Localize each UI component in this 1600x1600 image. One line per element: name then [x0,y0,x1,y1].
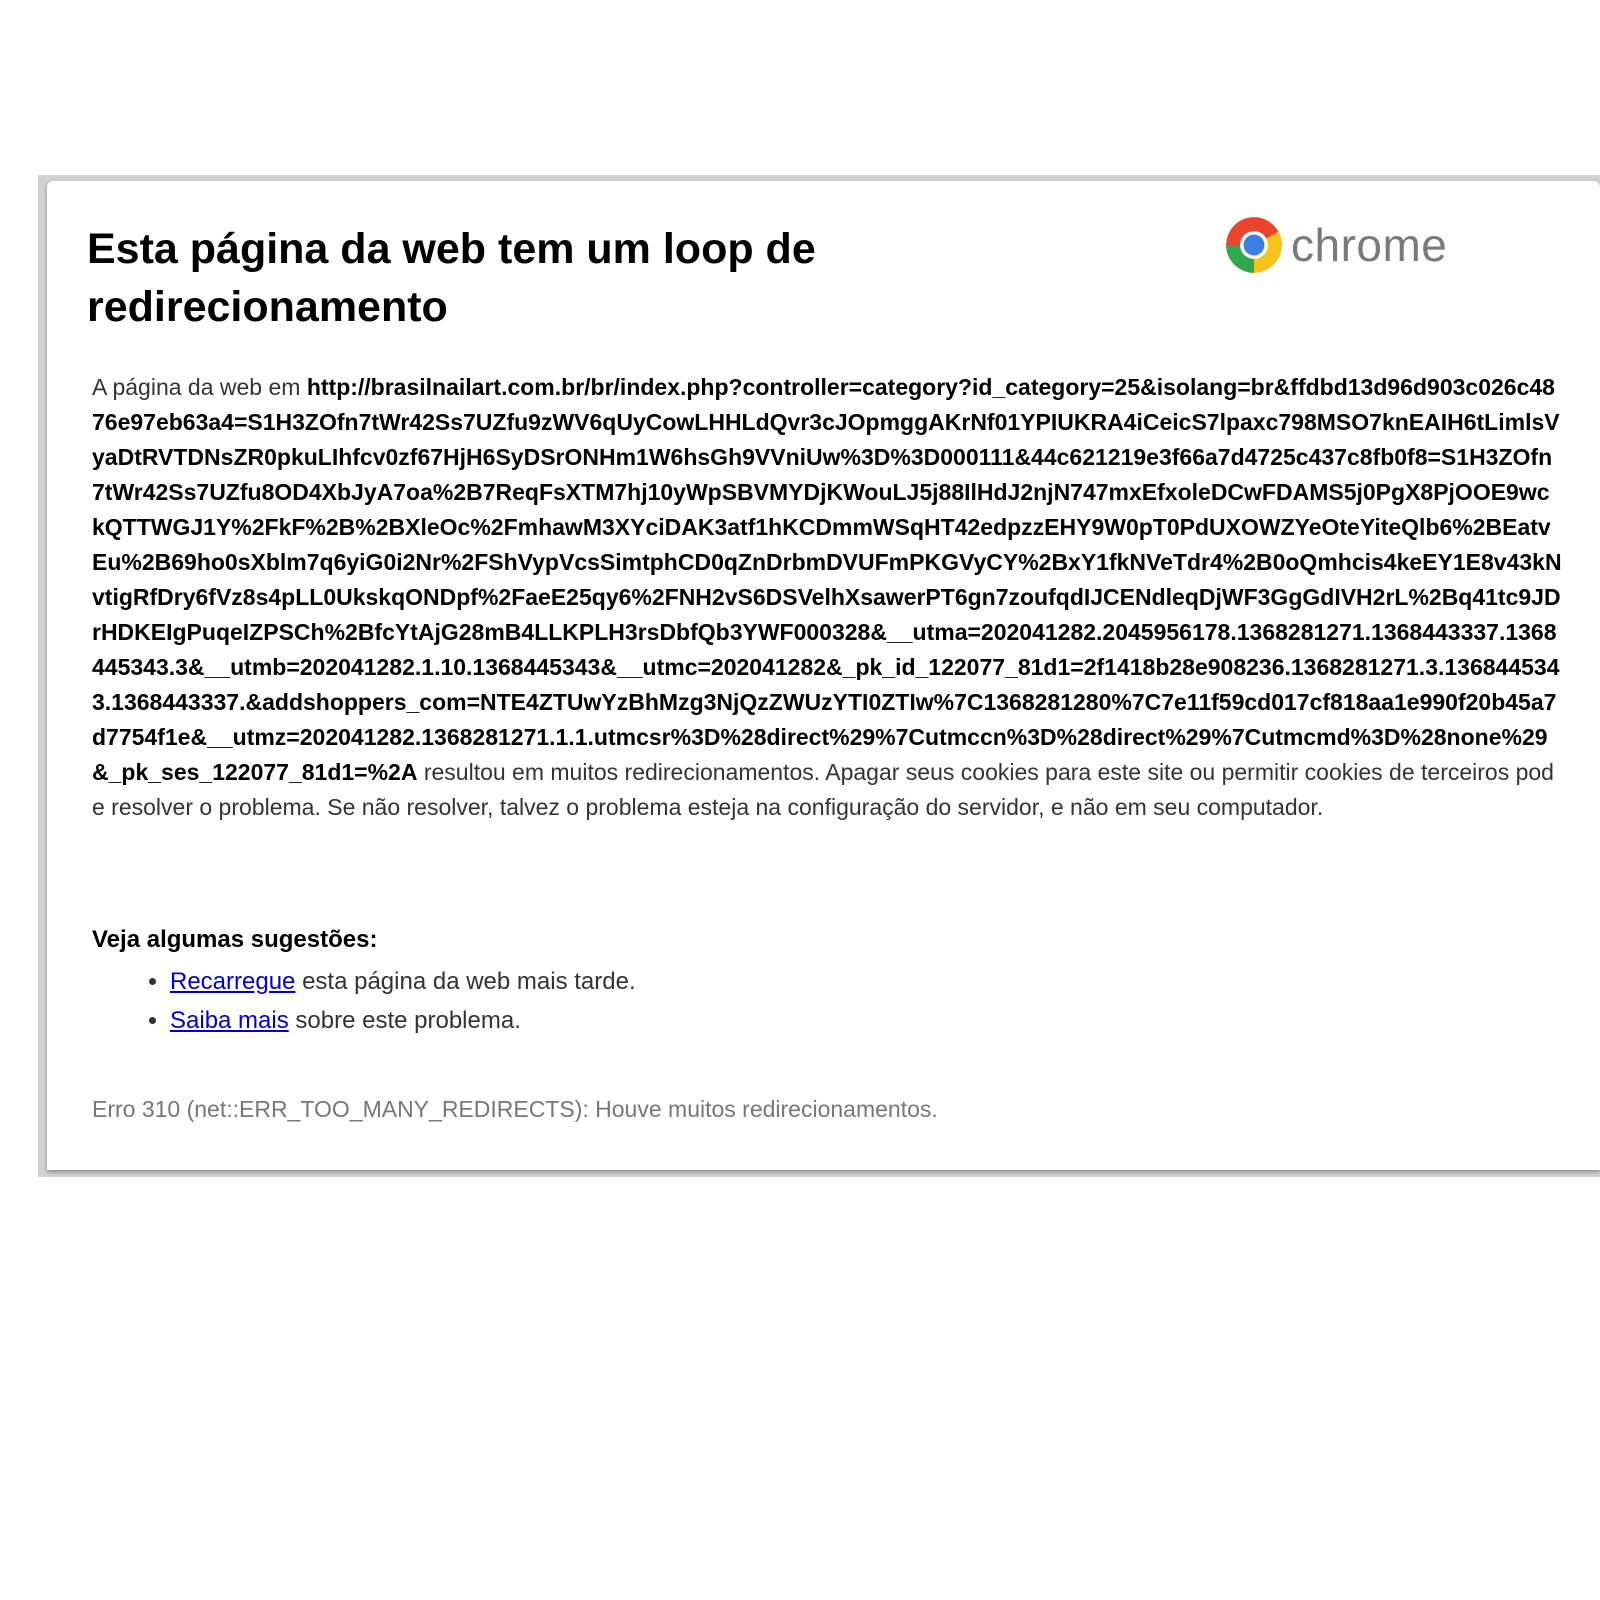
chrome-logo [1225,215,1447,275]
description-suffix: resultou em muitos redirecionamentos. Apagar seus cookies para este site ou permitir cookies de terceiros pode resolver o problema. Se não resolver, talvez o problema esteja na configuração do servidor, e não em seu computador. [92,759,1554,820]
suggestions-list [92,962,636,1040]
chrome-wordmark: chrome [1291,219,1448,271]
list-item [170,1001,636,1040]
suggestion-text: sobre este problema. [288,1007,521,1034]
suggestions-heading: Veja algumas sugestões: [92,926,378,953]
learn-more-link[interactable]: Saiba mais [170,1007,289,1034]
list-item [170,962,636,1001]
chrome-icon [1225,216,1283,274]
page-title: Esta página da web tem um loop de redirecionamento [87,225,816,331]
suggestion-text: esta página da web mais tarde. [295,968,636,995]
failing-url: http://brasilnailart.com.br/br/index.php?controller=category?id_category=25&isolang=br&ffdbd13d96d903c026c4876e97eb63a4=S1H3ZOfn7tWr42Ss7UZfu9zWV6qUyCowLHHLdQvr3cJOpmggAKrNf01YPIUKRA4iCeicS7lpaxc798MSO7knEAIH6tLimlsVyaDtRVTDNsZR0pkuLIhfcv0zf67HjH6SyDSrONHm1W6hsGh9VVniUw%3D%3D000111&44c621219e3f66a7d4725c437c8fb0f8=S1H3ZOfn7tWr42Ss7UZfu8OD4XbJyA7oa%2B7ReqFsXTM7hj10yWpSBVMYDjKWouLJ5j88IlHdJ2njN747mxEfxoleDCwFDAMS5j0PgX8PjOOE9wckQTTWGJ1Y%2FkF%2B%2BXleOc%2FmhawM3XYciDAK3atf1hKCDmmWSqHT42edpzzEHY9W0pT0PdUXOWZYeOteYiteQlb6%2BEatvEu%2B69ho0sXblm7q6yiG0i2Nr%2FShVypVcsSimtphCD0qZnDrbmDVUFmPKGVyCY%2BxY1fkNVeTdr4%2B0oQmhcis4keEY1E8v43kNvtigRfDry6fVz8s4pLL0UkskqONDpf%2FaeE25qy6%2FNH2vS6DSVelhXsawerPT6gn7zoufqdIJCENdleqDjWF3GgGdIVH2rL%2Bq41tc9JDrHDKEIgPuqeIZPSCh%2BfcYtAjG28mB4LLKPLH3rsDbfQb3YWF000328&__utma=202041282.2045956178.1368281271.1368443337.1368445343.3&__utmb=202041282.1.10.1368445343&__utmc=202041282&_pk_id_122077_81d1=2f1418b28e908236.1368281271.3.1368445343.1368443337.&addshoppers_com=NTE4ZTUwYzBhMzg3NjQzZWUzYTI0ZTIw%7C1368281280%7C7e11f59cd017cf818aa1e990f20b45a7d7754f1e&__utmz=202041282.1368281271.1.1.utmcsr%3D%28direct%29%7Cutmccn%3D%28direct%29%7Cutmcmd%3D%28none%29&_pk_ses_122077_81d1=%2A [92,374,1562,785]
description-prefix: A página da web em [92,374,307,400]
error-description [92,370,1562,825]
error-code: Erro 310 (net::ERR_TOO_MANY_REDIRECTS): Houve muitos redirecionamentos. [92,1096,938,1122]
reload-link[interactable]: Recarregue [170,968,296,995]
